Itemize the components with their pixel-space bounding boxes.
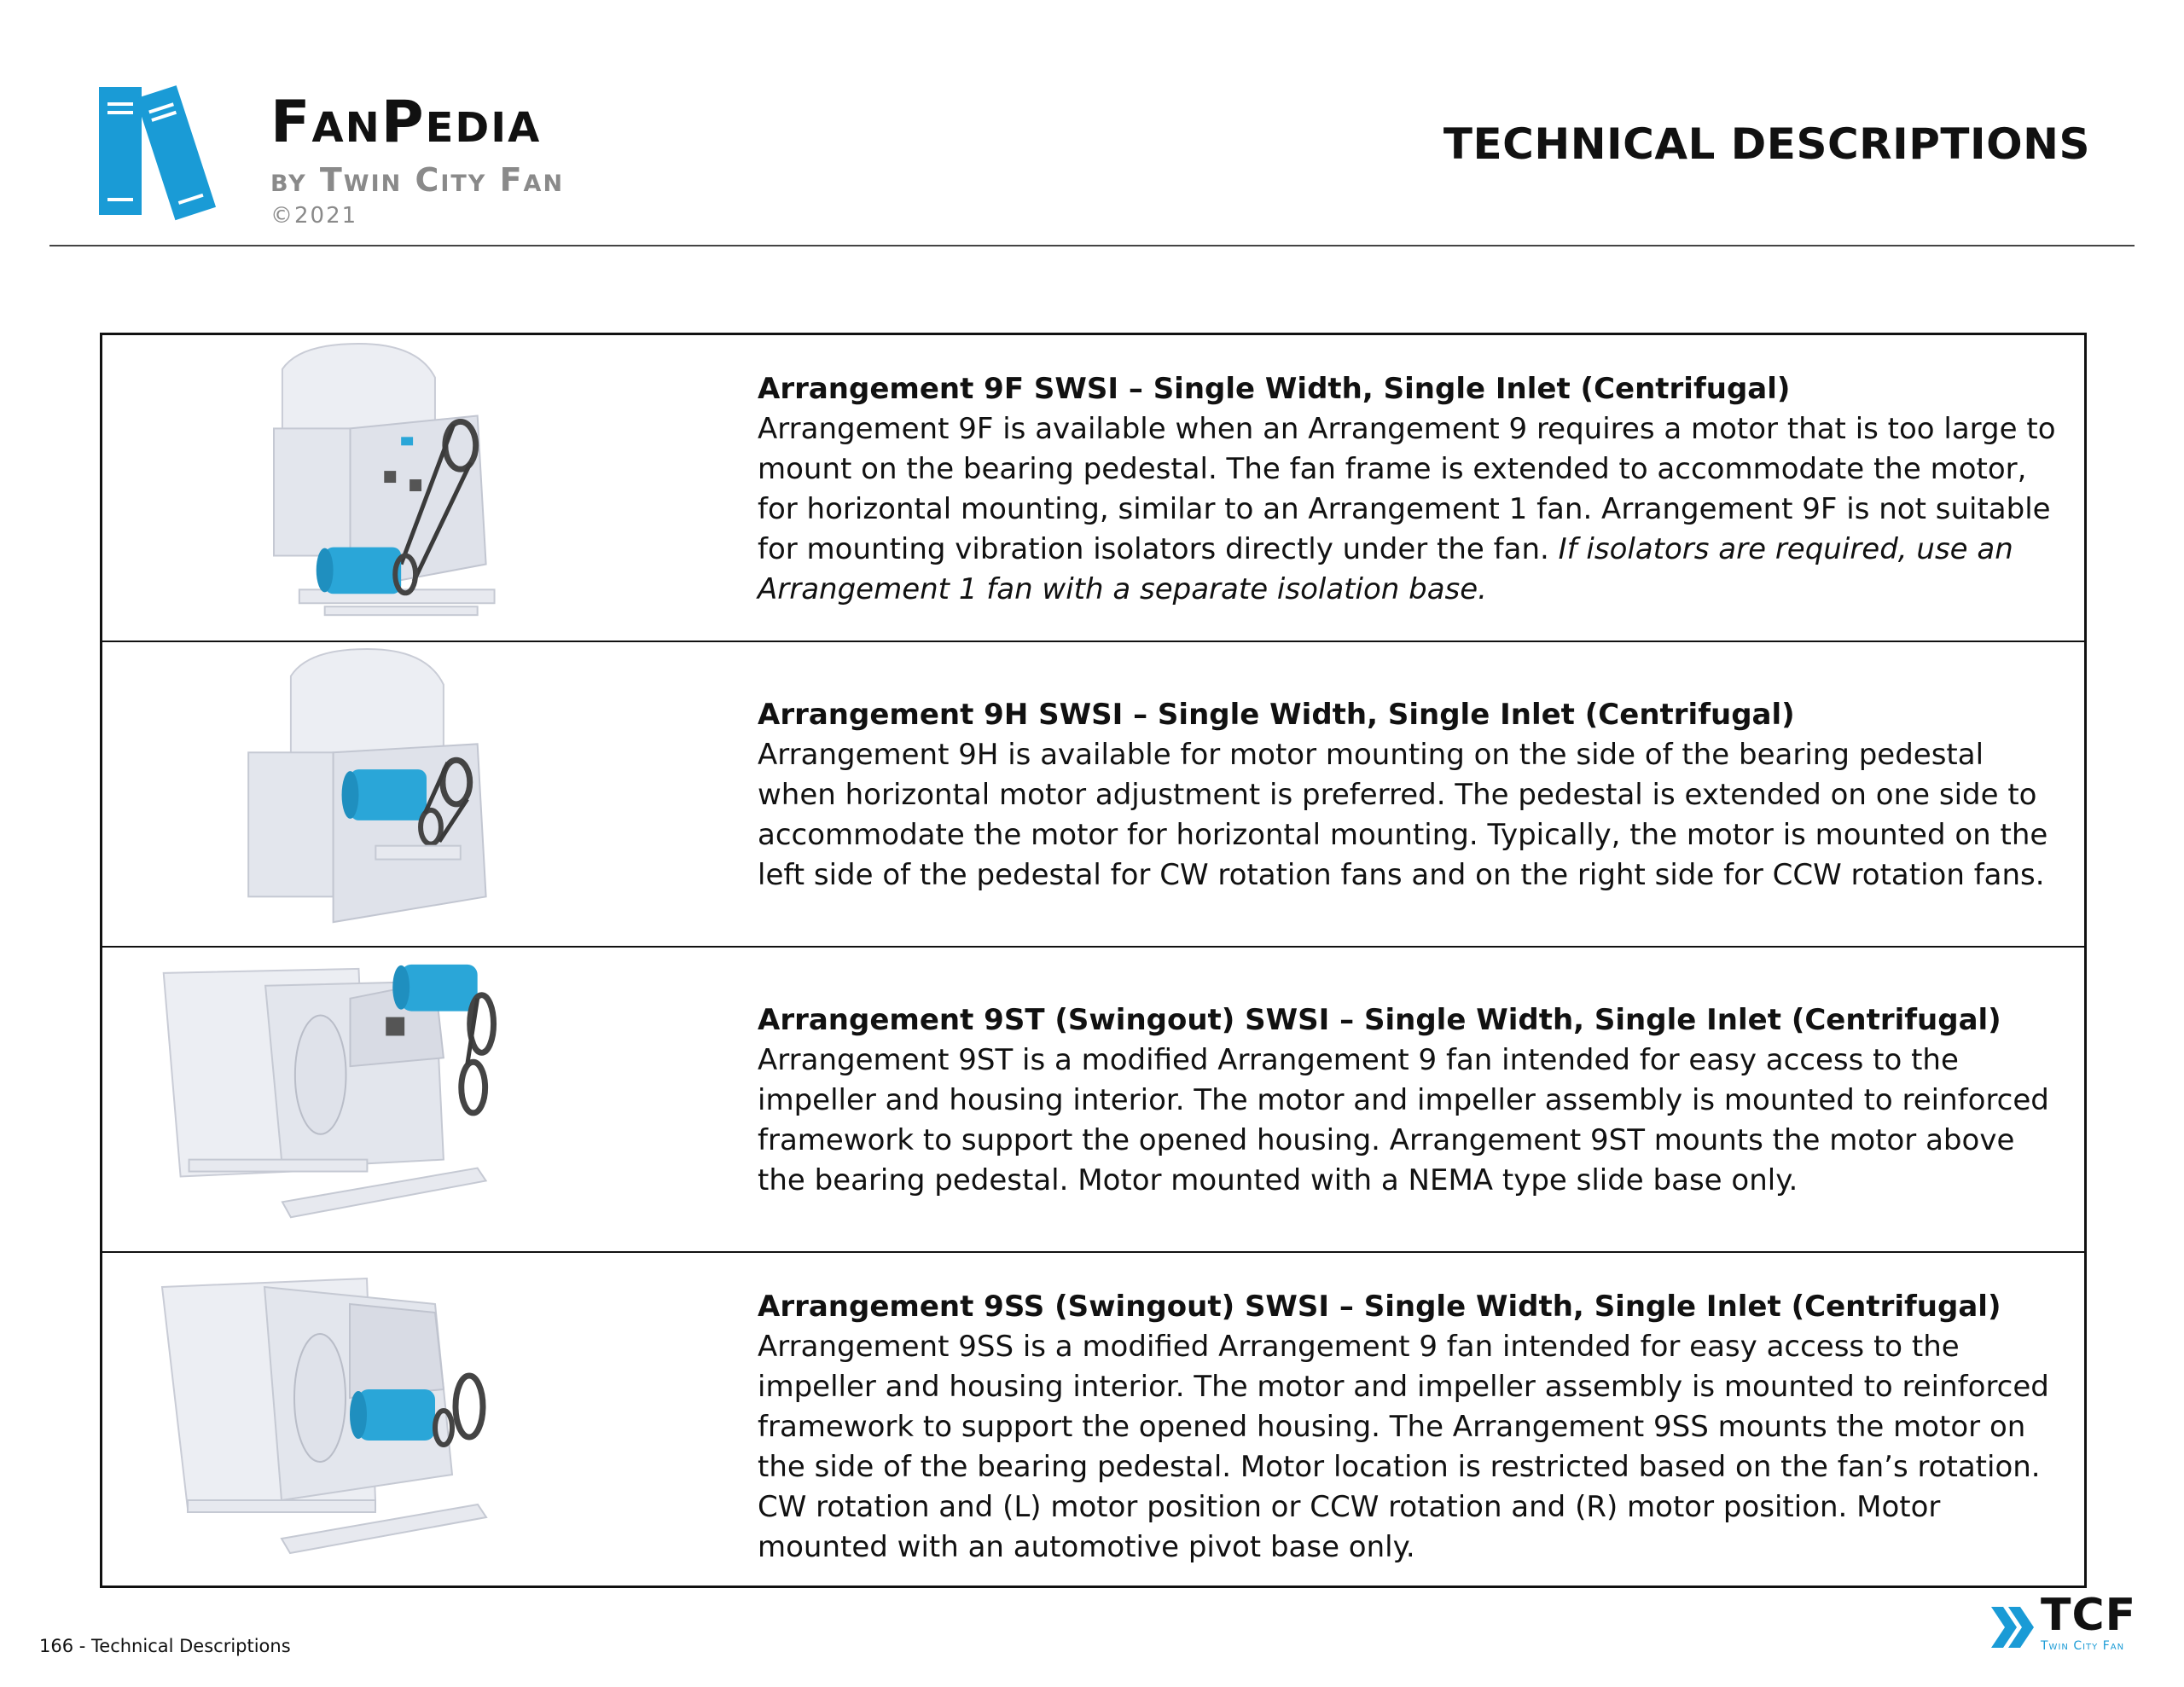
row-description: Arrangement 9H is available for motor mounting on the side of the bearing pedestal when horizontal motor adjustment is preferred. The pedestal is extended on one side to accommodate the motor for horizontal mounting. Typically, the motor is mounted on the left side of the pedestal for CW rotation fans and on the right side for CCW rotation fans. <box>758 738 2048 892</box>
brand-byline: by Twin City Fan <box>270 161 565 199</box>
table-row <box>102 1253 2084 1586</box>
table-row <box>102 948 2084 1253</box>
fan-arrangement-9st-image <box>154 948 700 1251</box>
books-icon <box>96 78 241 223</box>
table-row <box>102 642 2084 948</box>
tcf-logo <box>1988 1590 2141 1655</box>
fan-arrangement-9f-image <box>154 335 700 641</box>
row-description-italic: If isolators are required, use an Arrangement 1 fan with a separate isolation base. <box>758 532 2013 606</box>
row-title: Arrangement 9SS (Swingout) SWSI – Single Width, Single Inlet (Centrifugal) <box>758 1290 2001 1324</box>
row-description: Arrangement 9F is available when an Arrangement 9 requires a motor that is too large to mount on the bearing pedestal. The fan frame is extended to accommodate the motor, for horizontal mounting, similar to an Arrangement 1 fan. Arrangement 9F is not suitable for mounting vibration isolators directly under the fan. If isolators are required, use an Arrangement 1 fan with a separate isolation base. <box>758 412 2056 606</box>
arrangements-table <box>100 333 2087 1588</box>
fan-arrangement-9h-image <box>154 642 700 946</box>
tcf-logo-word: TCF <box>2041 1590 2137 1641</box>
fan-arrangement-9ss-image <box>154 1253 700 1586</box>
row-title: Arrangement 9H SWSI – Single Width, Single Inlet (Centrifugal) <box>758 698 1795 732</box>
table-row <box>102 335 2084 642</box>
row-description: Arrangement 9SS is a modified Arrangement 9 fan intended for easy access to the impeller and housing interior. The motor and impeller assembly is mounted to reinforced framework to support the opened housing. The Arrangement 9SS mounts the motor on the side of the bearing pedestal. Motor location is restricted based on the fan’s rotation. CW rotation and (L) motor position or CCW rotation and (R) motor position. Motor mounted with an automotive pivot base only. <box>758 1330 2049 1564</box>
fanpedia-logo <box>96 78 676 232</box>
brand-name: FanPedia <box>270 89 542 156</box>
row-description: Arrangement 9ST is a modified Arrangement 9 fan intended for easy access to the impeller and housing interior. The motor and impeller assembly is mounted to reinforced framework to support the opened housing. Arrangement 9ST mounts the motor above the bearing pedestal. Motor mounted with a NEMA type slide base only. <box>758 1043 2049 1197</box>
chevron-right-icon <box>1988 1595 2039 1655</box>
row-title: Arrangement 9ST (Swingout) SWSI – Single Width, Single Inlet (Centrifugal) <box>758 1003 2001 1037</box>
page-title: TECHNICAL DESCRIPTIONS <box>1443 119 2090 169</box>
header-divider <box>49 245 2135 246</box>
brand-year: ©2021 <box>270 203 358 229</box>
row-title: Arrangement 9F SWSI – Single Width, Single Inlet (Centrifugal) <box>758 372 1791 406</box>
tcf-logo-subtitle: Twin City Fan <box>2041 1639 2125 1653</box>
page-footer-label: 166 - Technical Descriptions <box>39 1636 291 1656</box>
